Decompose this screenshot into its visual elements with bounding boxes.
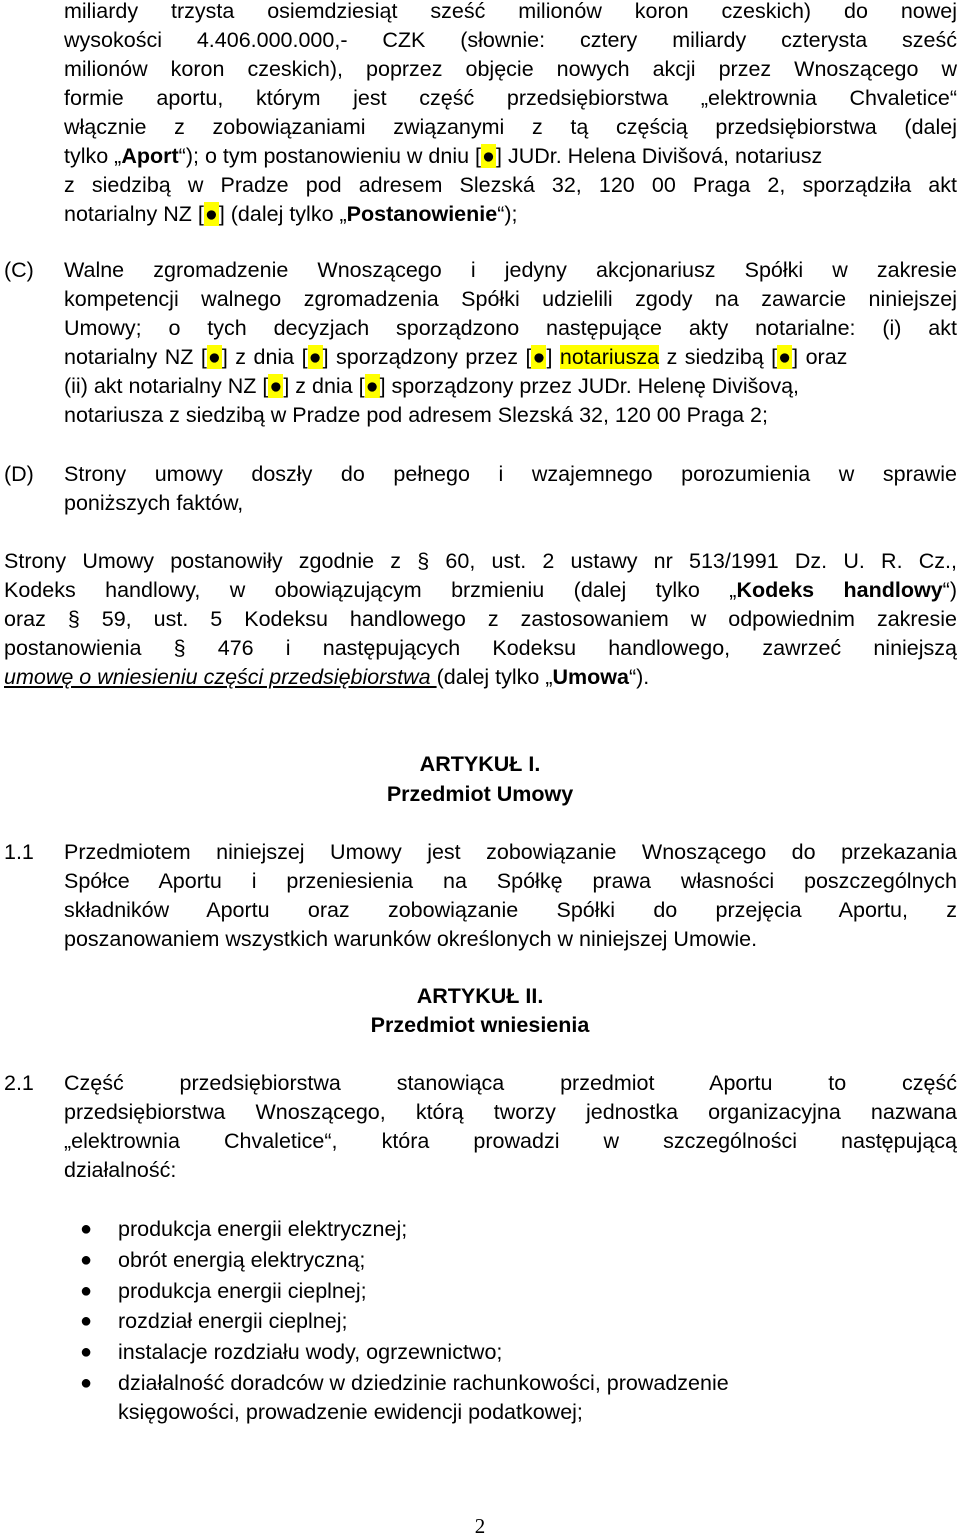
bullet-icon: ● bbox=[80, 1218, 93, 1240]
clause-1-1-line-3: składników Aportu oraz zobowiązanie Spółki do przejęcia Aportu, z bbox=[64, 898, 957, 922]
placeholder-marker: ● bbox=[365, 374, 379, 398]
para-c-label: (C) bbox=[4, 258, 34, 282]
para-b-line-6: tylko „Aport“); o tym postanowieniu w dniu [●] JUDr. Helena Divišová, notariusz bbox=[64, 144, 823, 168]
para-c-line-3: Umowy; o tych decyzjach sporządzono następujące akty notarialne: (i) akt bbox=[64, 316, 957, 340]
placeholder-marker: ● bbox=[482, 144, 496, 168]
article-2-subheading: Przedmiot wniesienia bbox=[370, 1013, 590, 1037]
clause-1-1-line-2: Spółce Aportu i przeniesienia na Spółkę prawa własności poszczególnych bbox=[64, 869, 957, 893]
bullet-icon: ● bbox=[80, 1280, 93, 1302]
para-b-line-2: wysokości 4.406.000.000,- CZK (słownie: cztery miliardy czterysta sześć bbox=[64, 28, 957, 52]
page-number: 2 bbox=[474, 1514, 486, 1538]
clause-2-1-number: 2.1 bbox=[4, 1071, 34, 1095]
para-b-line-4: formie aportu, którym jest część przedsiębiorstwa „elektrownia Chvaletice“ bbox=[64, 86, 957, 110]
clause-2-1-line-3: „elektrownia Chvaletice“, która prowadzi w szczególności następującą bbox=[64, 1129, 957, 1153]
term-umowa: Umowa bbox=[552, 665, 629, 689]
bullet-icon: ● bbox=[80, 1341, 93, 1363]
article-1-subheading: Przedmiot Umowy bbox=[386, 782, 574, 806]
article-2-heading: ARTYKUŁ II. bbox=[416, 984, 544, 1008]
para-d-label: (D) bbox=[4, 462, 34, 486]
list-item: instalacje rozdziału wody, ogrzewnictwo; bbox=[118, 1340, 503, 1364]
placeholder-marker: ● bbox=[778, 345, 792, 369]
term-aport: Aport bbox=[121, 144, 179, 168]
intro-line-4: postanowienia § 476 i następujących Kodeksu handlowego, zawrzeć niniejszą bbox=[4, 636, 957, 660]
list-item: produkcja energii cieplnej; bbox=[118, 1279, 367, 1303]
intro-line-2: Kodeks handlowy, w obowiązującym brzmieniu (dalej tylko „Kodeks handlowy“) bbox=[4, 578, 957, 602]
list-item-continuation: księgowości, prowadzenie ewidencji podatkowej; bbox=[118, 1400, 583, 1424]
para-c-line-4: notarialny NZ [●] z dnia [●] sporządzony przez [●] notariusza z siedzibą [●] oraz bbox=[64, 345, 848, 369]
intro-line-1: Strony Umowy postanowiły zgodnie z § 60, ust. 2 ustawy nr 513/1991 Dz. U. R. Cz., bbox=[4, 549, 957, 573]
para-c-line-6: notariusza z siedzibą w Pradze pod adresem Slezská 32, 120 00 Praga 2; bbox=[64, 403, 768, 427]
intro-line-5: umowę o wniesieniu części przedsiębiorstwa (dalej tylko „Umowa“). bbox=[4, 665, 650, 689]
bullet-icon: ● bbox=[80, 1249, 93, 1271]
list-item: rozdział energii cieplnej; bbox=[118, 1309, 348, 1333]
para-d-line-1: Strony umowy doszły do pełnego i wzajemnego porozumienia w sprawie bbox=[64, 462, 957, 486]
list-item: obrót energią elektryczną; bbox=[118, 1248, 366, 1272]
para-b-line-7: z siedzibą w Pradze pod adresem Slezská 32, 120 00 Praga 2, sporządziła akt bbox=[64, 173, 957, 197]
para-c-line-2: kompetencji walnego zgromadzenia Spółki udzielili zgody na zawarcie niniejszej bbox=[64, 287, 957, 311]
clause-2-1-line-2: przedsiębiorstwa Wnoszącego, którą tworzy jednostka organizacyjna nazwana bbox=[64, 1100, 957, 1124]
para-b-line-3: milionów koron czeskich), poprzez objęcie nowych akcji przez Wnoszącego w bbox=[64, 57, 957, 81]
placeholder-marker: ● bbox=[207, 345, 221, 369]
bullet-icon: ● bbox=[80, 1310, 93, 1332]
placeholder-marker: ● bbox=[532, 345, 546, 369]
list-item: działalność doradców w dziedzinie rachunkowości, prowadzenie bbox=[118, 1371, 729, 1395]
clause-1-1-line-4: poszanowaniem wszystkich warunków określonych w niniejszej Umowie. bbox=[64, 927, 758, 951]
para-b-line-8: notarialny NZ [●] (dalej tylko „Postanowienie“); bbox=[64, 202, 518, 226]
list-item: produkcja energii elektrycznej; bbox=[118, 1217, 408, 1241]
placeholder-marker: ● bbox=[308, 345, 322, 369]
highlighted-notariusza: notariusza bbox=[559, 345, 660, 369]
term-postanowienie: Postanowienie bbox=[346, 202, 498, 226]
bullet-icon: ● bbox=[80, 1372, 93, 1394]
clause-1-1-line-1: Przedmiotem niniejszej Umowy jest zobowiązanie Wnoszącego do przekazania bbox=[64, 840, 957, 864]
clause-1-1-number: 1.1 bbox=[4, 840, 34, 864]
para-b-line-5: włącznie z zobowiązaniami związanymi z tą częścią przedsiębiorstwa (dalej bbox=[64, 115, 957, 139]
para-c-line-1: Walne zgromadzenie Wnoszącego i jedyny akcjonariusz Spółki w zakresie bbox=[64, 258, 957, 282]
para-c-line-5: (ii) akt notarialny NZ [●] z dnia [●] sporządzony przez JUDr. Helenę Divišovą, bbox=[64, 374, 799, 398]
clause-2-1-line-4: działalność: bbox=[64, 1158, 177, 1182]
intro-line-3: oraz § 59, ust. 5 Kodeksu handlowego z zastosowaniem w odpowiednim zakresie bbox=[4, 607, 957, 631]
para-d-line-2: poniższych faktów, bbox=[64, 491, 244, 515]
clause-2-1-line-1: Część przedsiębiorstwa stanowiąca przedmiot Aportu to część bbox=[64, 1071, 957, 1095]
placeholder-marker: ● bbox=[269, 374, 283, 398]
para-b-line-1: miliardy trzysta osiemdziesiąt sześć milionów koron czeskich) do nowej bbox=[64, 0, 957, 23]
term-kodeks-handlowy: Kodeks handlowy bbox=[736, 578, 943, 602]
placeholder-marker: ● bbox=[204, 202, 218, 226]
agreement-title: umowę o wniesieniu części przedsiębiorstwa bbox=[4, 665, 437, 689]
article-1-heading: ARTYKUŁ I. bbox=[419, 752, 541, 776]
